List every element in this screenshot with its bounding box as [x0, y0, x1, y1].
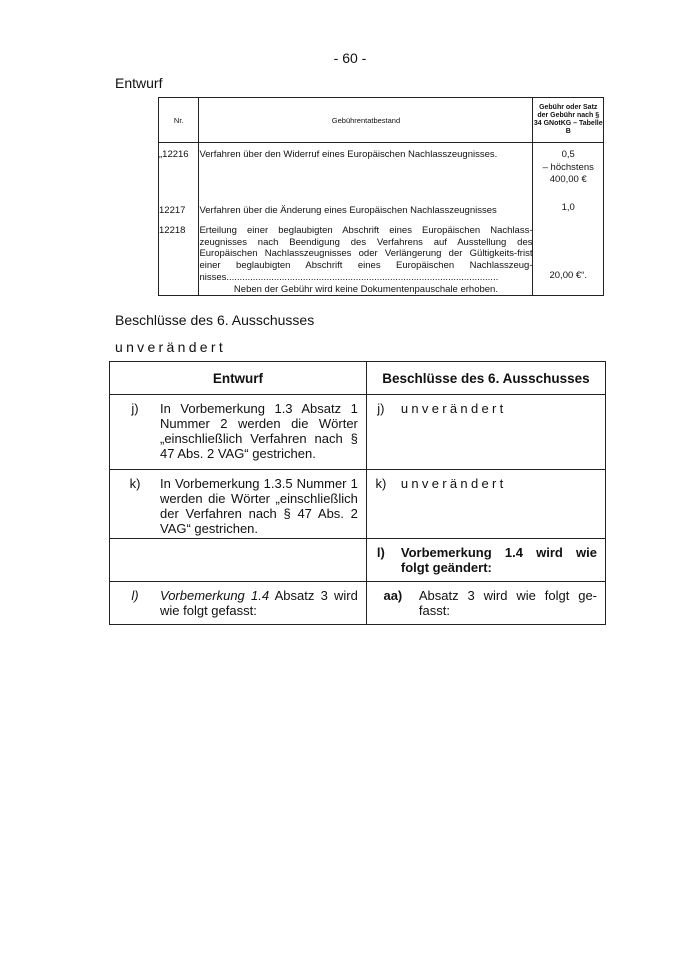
page-number: - 60 -: [333, 50, 367, 66]
item-text: unverändert: [400, 476, 507, 491]
item-label: l): [131, 588, 139, 603]
comparison-row: [110, 395, 606, 470]
fee-row: [159, 191, 604, 217]
item-text: Absatz 3 wird wie folgt gefasst:: [160, 588, 358, 618]
fee-row: [159, 217, 604, 284]
unveraendert-text: unverändert: [115, 339, 227, 355]
comparison-header-beschluesse: Beschlüsse des 6. Ausschusses: [366, 362, 605, 395]
fee-description: Verfahren über den Widerruf eines Europäischen Nachlasszeugnisses.: [199, 143, 533, 192]
fee-table: [158, 97, 604, 296]
fee-description: Verfahren über die Änderung eines Europäischen Nachlasszeugnisses: [199, 191, 533, 217]
fee-nr: 12217: [159, 191, 199, 217]
item-text: In Vorbemerkung 1.3.5 Nummer 1 werden die Wörter „einschließlich der Verfahren nach § 47 Abs. 2 VAG“ gestrichen.: [160, 476, 358, 536]
fee-nr: 12218: [159, 217, 199, 284]
comparison-row: [110, 582, 606, 625]
comparison-header-entwurf: Entwurf: [110, 362, 367, 395]
item-text-italic: Vorbemerkung 1.4: [160, 588, 270, 603]
item-text: Absatz 3 wird wie folgt ge-fasst:: [418, 588, 597, 618]
entwurf-heading: Entwurf: [115, 75, 163, 91]
fee-rate: 0,5 – höchstens 400,00 €: [533, 143, 604, 192]
comparison-table: [109, 361, 606, 625]
item-text: unverändert: [400, 401, 507, 416]
comparison-row: [110, 539, 606, 582]
item-label: k): [375, 476, 387, 491]
fee-note-row: [159, 284, 604, 296]
beschluesse-heading: Beschlüsse des 6. Ausschusses: [115, 312, 315, 328]
comparison-row: [110, 470, 606, 539]
item-label: aa): [383, 588, 403, 603]
fee-description: Erteilung einer beglaubigten Abschrift eines Europäischen Nachlass-zeugnisses nach Beendigung des Verfahrens auf Ausstellung des Europäischen Nachlasszeugnisses oder Verlängerung der Gültigkeits-frist einer beglaubigten Abschrift eines Europäischen Nachlasszeug-nisses.......................................................................................................: [199, 217, 533, 284]
fee-header-description: Gebührentatbestand: [199, 98, 533, 143]
item-text: Vorbemerkung 1.4 wird wie folgt geändert:: [400, 545, 597, 575]
item-text: In Vorbemerkung 1.3 Absatz 1 Nummer 2 werden die Wörter „einschließlich Verfahren nach § 47 Abs. 2 VAG“ gestrichen.: [160, 401, 358, 461]
item-label: l): [376, 545, 385, 560]
fee-note: Neben der Gebühr wird keine Dokumentenpauschale erhoben.: [199, 284, 533, 296]
item-label: j): [131, 401, 139, 416]
fee-header-nr: Nr.: [159, 98, 199, 143]
item-label: k): [129, 476, 141, 491]
item-label: j): [377, 401, 385, 416]
fee-rate: 1,0: [533, 191, 604, 217]
fee-header-rate: Gebühr oder Satz der Gebühr nach § 34 GNotKG – Tabelle B: [533, 98, 604, 143]
fee-rate: 20,00 €“.: [533, 217, 604, 284]
fee-row: [159, 143, 604, 192]
fee-nr: „12216: [159, 143, 199, 192]
